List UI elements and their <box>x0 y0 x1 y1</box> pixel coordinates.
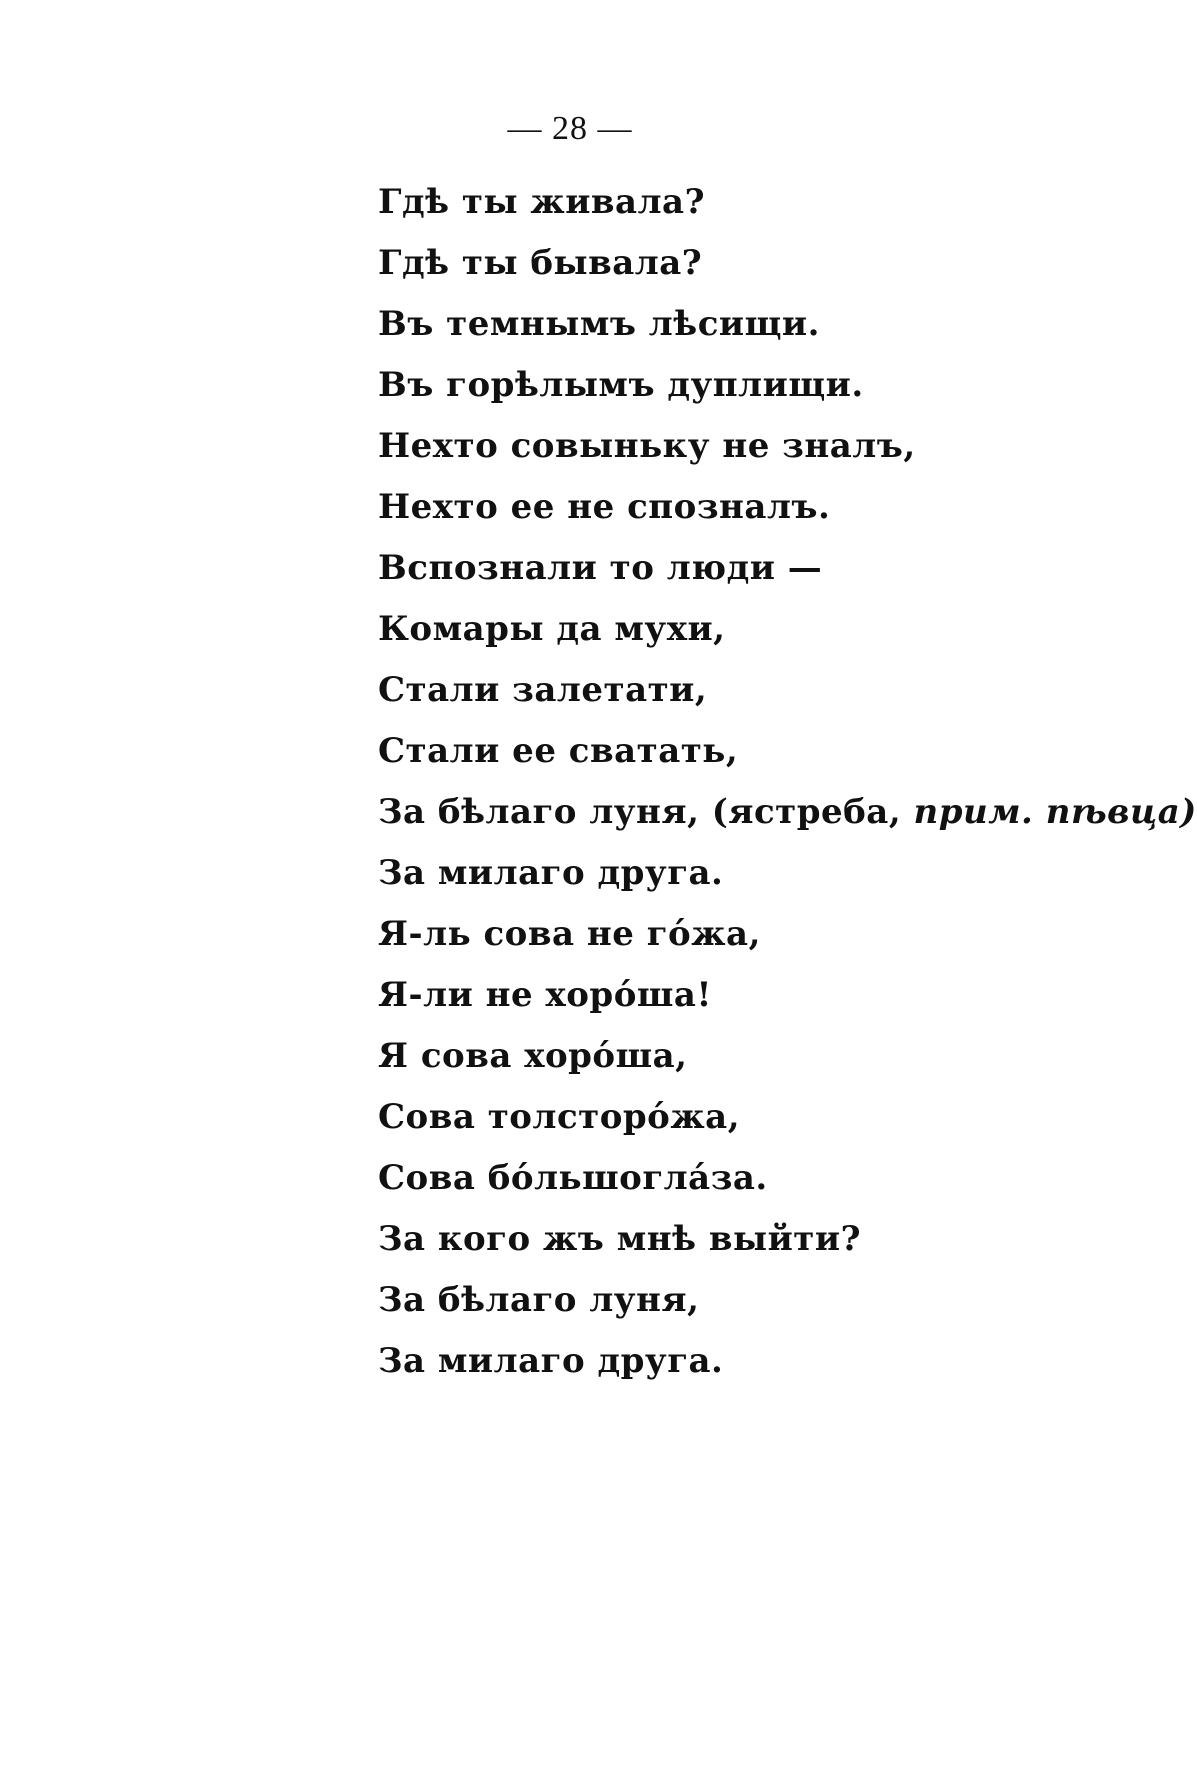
poem-line: Вспознали то люди — <box>378 548 823 588</box>
poem-line: Гдѣ ты бывала? <box>378 243 703 283</box>
poem-line: Комары да мухи, <box>378 609 726 649</box>
poem-text <box>378 172 1197 1392</box>
poem-line: Нехто совыньку не зналъ, <box>378 426 916 466</box>
poem-line: Нехто ее не спозналъ. <box>378 487 831 527</box>
poem-line: Въ темнымъ лѣсищи. <box>378 304 820 344</box>
editor-note: прим. пѣвца) <box>913 792 1197 832</box>
poem-line: Сова толсторόжа, <box>378 1097 741 1137</box>
poem-line-text: За бѣлаго луня, (ястреба, <box>378 792 902 832</box>
poem-line: Въ горѣлымъ дуплищи. <box>378 365 864 405</box>
poem-line: За милаго друга. <box>378 853 724 893</box>
poem-line: За кого жъ мнѣ выйти? <box>378 1219 862 1259</box>
poem-line: Я сова хорόша, <box>378 1036 688 1076</box>
poem-line-with-note <box>378 782 1197 843</box>
poem-line: Я-ли не хорόша! <box>378 975 712 1015</box>
poem-line: Стали ее сватать, <box>378 731 739 771</box>
poem-line: За милаго друга. <box>378 1341 724 1381</box>
poem-line: Гдѣ ты живала? <box>378 182 705 222</box>
poem-line: Я-ль сова не гόжа, <box>378 914 761 954</box>
page-number: — 28 — <box>507 110 633 147</box>
poem-line: Стали залетати, <box>378 670 708 710</box>
poem-line: Сова бόльшоглáза. <box>378 1158 768 1198</box>
poem-line: За бѣлаго луня, <box>378 1280 700 1320</box>
